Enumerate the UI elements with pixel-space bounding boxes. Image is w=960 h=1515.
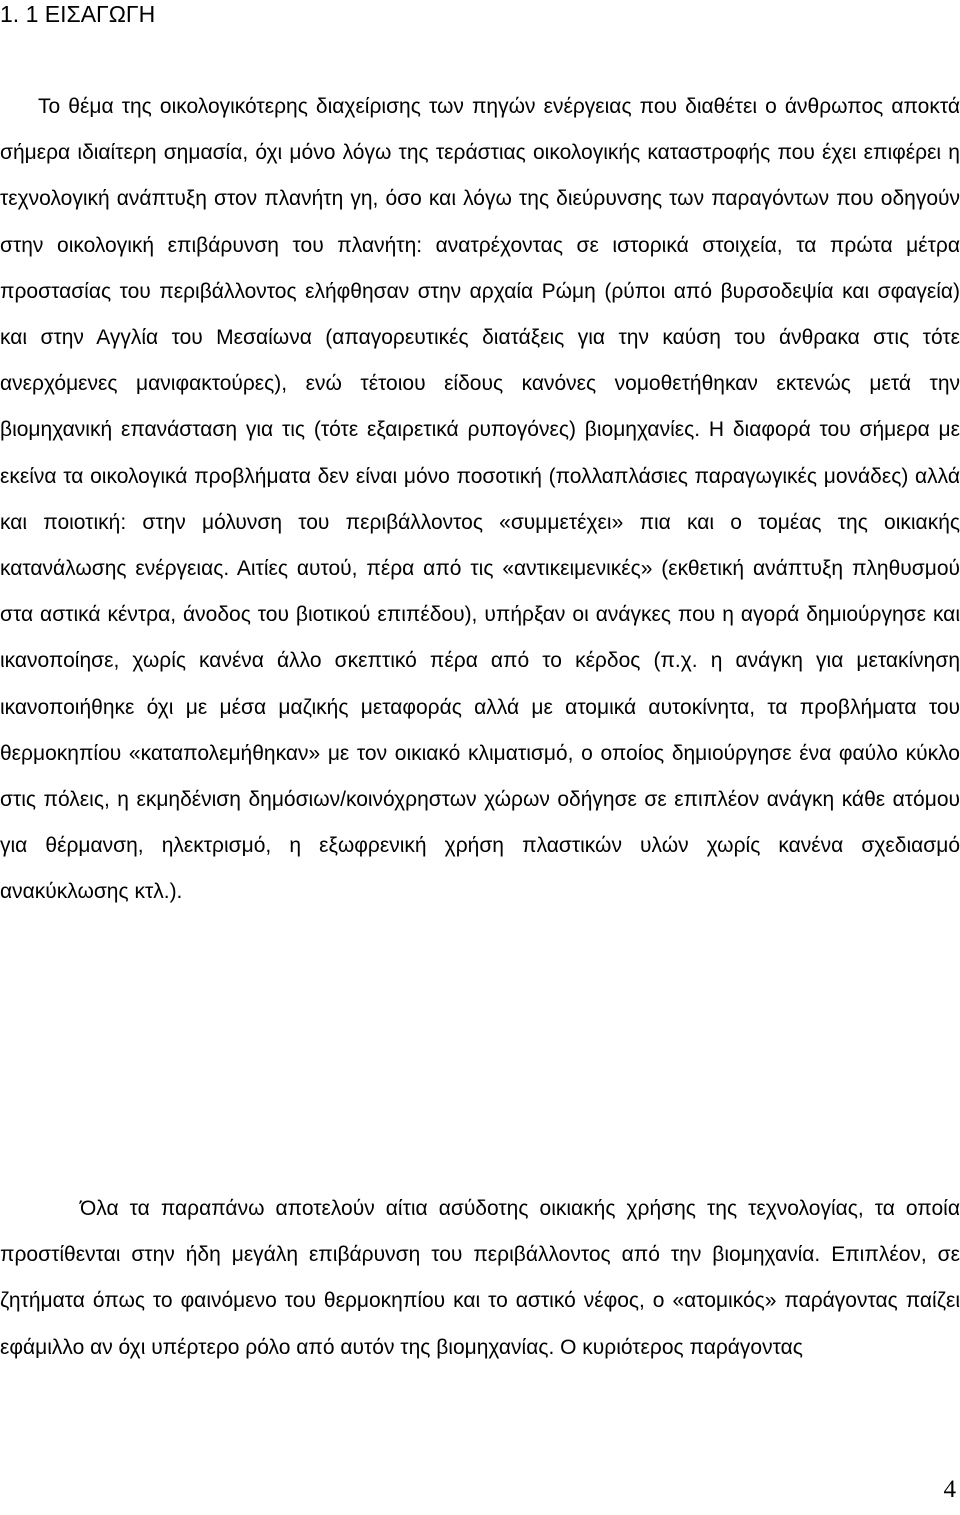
paragraph-continuation: Όλα τα παραπάνω αποτελούν αίτια ασύδοτης οικιακής χρήσης της τεχνολογίας, τα οποία προστίθενται στην ήδη μεγάλη επιβάρυνση του περιβάλλοντος από την βιομηχανία. Επιπλέον, σε ζητήματα όπως το φαινόμενο του θερμοκηπίου και το αστικό νέφος, ο «ατομικός» παράγοντας παίζει εφάμιλλο αν όχι υπέρτερο ρόλο από αυτόν της βιομηχανίας. Ο κυριότερος παράγοντας [0,1197,960,1359]
page-number: 4 [943,1476,956,1503]
paragraph-introduction: Το θέμα της οικολογικότερης διαχείρισης των πηγών ενέργειας που διαθέτει ο άνθρωπος αποκτά σήμερα ιδιαίτερη σημασία, όχι μόνο λόγω της τεράστιας οικολογικής καταστροφής που έχει επιφέρει η τεχνολογική ανάπτυξη στον πλανήτη γη, όσο και λόγω της διεύρυνσης των παραγόντων που οδηγούν στην οικολογική επιβάρυνση του πλανήτη: ανατρέχοντας σε ιστορικά στοιχεία, τα πρώτα μέτρα προστασίας του περιβάλλοντος ελήφθησαν στην αρχαία Ρώμη (ρύποι από βυρσοδεψία και σφαγεία) και στην Αγγλία του Μεσαίωνα (απαγορευτικές διατάξεις για την καύση του άνθρακα στις τότε ανερχόμενες μανιφακτούρες), ενώ τέτοιου είδους κανόνες νομοθετήθηκαν εκτενώς μετά την βιομηχανική επανάσταση για τις (τότε εξαιρετικά ρυπογόνες) βιομηχανίες. Η διαφορά του σήμερα με εκείνα τα οικολογικά προβλήματα δεν είναι μόνο ποσοτική (πολλαπλάσιες παραγωγικές μονάδες) αλλά και ποιοτική: στην μόλυνση του περιβάλλοντος «συμμετέχει» πια και ο τομέας της οικιακής κατανάλωσης ενέργειας. Αιτίες αυτού, πέρα από τις «αντικειμενικές» (εκθετική ανάπτυξη πληθυσμού στα αστικά κέντρα, άνοδος του βιοτικού επιπέδου), υπήρξαν οι ανάγκες που η αγορά δημιούργησε και ικανοποίησε, χωρίς κανένα άλλο σκεπτικό πέρα από το κέρδος (π.χ. η ανάγκη για μετακίνηση ικανοποιήθηκε όχι με μέσα μαζικής μεταφοράς αλλά με ατομικά αυτοκίνητα, τα προβλήματα του θερμοκηπίου «καταπολεμήθηκαν» με τον οικιακό κλιματισμό, ο οποίος δημιούργησε ένα φαύλο κύκλο στις πόλεις, η εκμηδένιση δημόσιων/κοινόχρηστων χώρων οδήγησε σε επιπλέον ανάγκη κάθε ατόμου για θέρμανση, ηλεκτρισμό, η εξωφρενική χρήση πλαστικών υλών χωρίς κανένα σχεδιασμό ανακύκλωσης κτλ.). [0,95,960,904]
section-heading: 1. 1 ΕΙΣΑΓΩΓΗ [0,1,156,27]
